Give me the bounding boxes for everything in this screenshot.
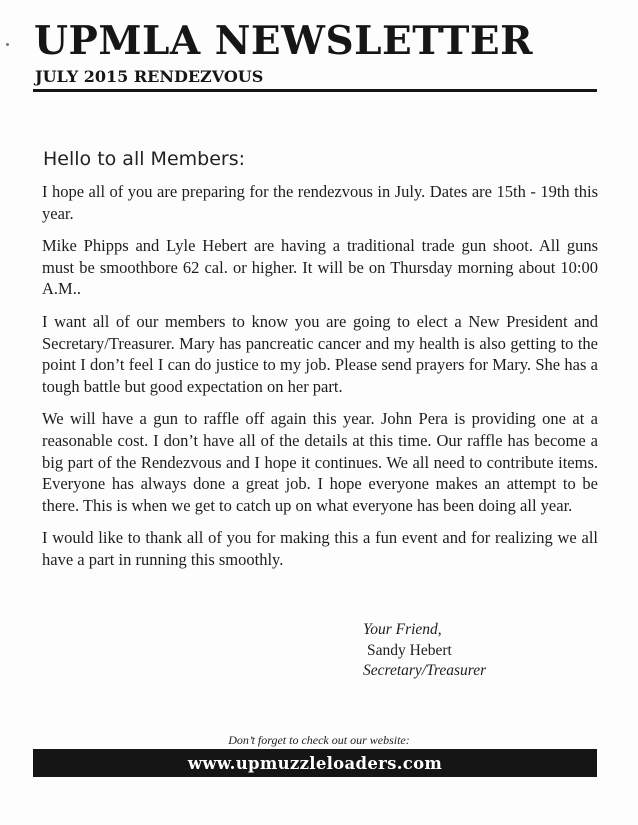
letter-paragraph: I hope all of you are preparing for the rendezvous in July. Dates are 15th - 19th this year.	[42, 182, 598, 223]
masthead-divider	[33, 89, 597, 92]
issue-subtitle: JULY 2015 RENDEZVOUS	[35, 67, 264, 86]
signer-title: Secretary/Treasurer	[363, 662, 487, 679]
letter-paragraph: I would like to thank all of you for making this a fun event and for realizing we all have a part in running this smoothly.	[42, 528, 598, 569]
letter-body	[42, 181, 598, 582]
website-banner	[33, 749, 597, 777]
newsletter-title: UPMLA NEWSLETTER	[34, 18, 534, 64]
letter-paragraph: We will have a gun to raffle off again this year. John Pera is providing one at a reasonable cost. I don’t have all of the details at this time. Our raffle has become a big part of the Rendezvous and I hope it continues. We all need to contribute items. Everyone has always done a great job. I hope everyone makes an attempt to be there. This is when we get to catch up on what everyone has been doing all year.	[42, 409, 598, 515]
letter-paragraph: I want all of our members to know you are going to elect a New President and Secretary/Treasurer. Mary has pancreatic cancer and my health is also getting to the point I don’t feel I can do justice to my job. Please send prayers for Mary. She has a tough battle but good expectation on her part.	[42, 311, 598, 396]
website-url[interactable]: www.upmuzzleloaders.com	[187, 753, 443, 773]
signature-block	[363, 620, 486, 682]
letter-greeting: Hello to all Members:	[43, 148, 246, 170]
closing-line: Your Friend,	[363, 621, 442, 638]
letter-paragraph: Mike Phipps and Lyle Hebert are having a traditional trade gun shoot. All guns must be smoothbore 62 cal. or higher. It will be on Thursday morning about 10:00 A.M..	[42, 236, 598, 299]
website-note: Don’t forget to check out our website:	[228, 733, 410, 747]
signer-name: Sandy Hebert	[367, 641, 452, 659]
scan-speck	[6, 43, 9, 46]
